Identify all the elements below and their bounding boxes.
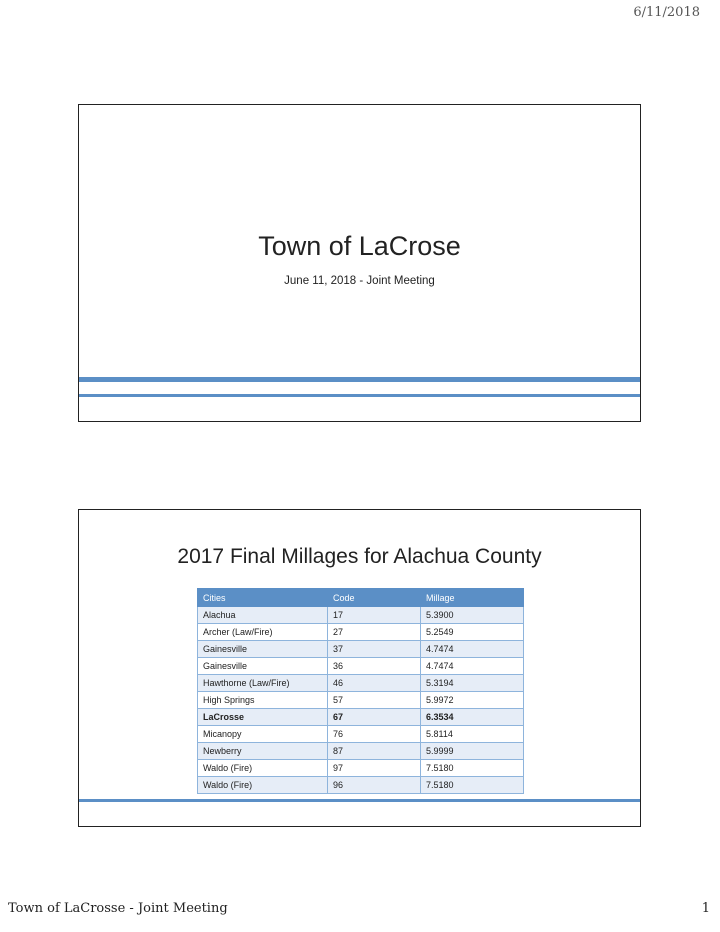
cell-code: 46 [328, 675, 421, 692]
cell-code: 67 [328, 709, 421, 726]
cell-city: Archer (Law/Fire) [198, 624, 328, 641]
table-row [198, 709, 524, 726]
cell-millage: 5.3900 [421, 607, 524, 624]
cell-millage: 5.2549 [421, 624, 524, 641]
cell-millage: 6.3534 [421, 709, 524, 726]
cell-code: 96 [328, 777, 421, 794]
cell-code: 36 [328, 658, 421, 675]
table-row [198, 743, 524, 760]
cell-code: 57 [328, 692, 421, 709]
cell-millage: 5.9972 [421, 692, 524, 709]
cell-city: Waldo (Fire) [198, 777, 328, 794]
accent-band-thick [79, 377, 640, 382]
cell-millage: 7.5180 [421, 760, 524, 777]
slide-title [78, 104, 641, 422]
cell-city: Gainesville [198, 641, 328, 658]
cell-city: Micanopy [198, 726, 328, 743]
cell-city: Alachua [198, 607, 328, 624]
table-header-row [198, 589, 524, 607]
footer-text: Town of LaCrosse - Joint Meeting [8, 901, 228, 916]
cell-millage: 5.9999 [421, 743, 524, 760]
cell-code: 97 [328, 760, 421, 777]
cell-city: Gainesville [198, 658, 328, 675]
cell-code: 27 [328, 624, 421, 641]
column-header-millage: Millage [421, 589, 524, 607]
cell-code: 37 [328, 641, 421, 658]
table-row [198, 624, 524, 641]
cell-city: High Springs [198, 692, 328, 709]
table-row [198, 692, 524, 709]
page-date: 6/11/2018 [633, 5, 700, 20]
cell-city: Hawthorne (Law/Fire) [198, 675, 328, 692]
table-row [198, 760, 524, 777]
slide-millages [78, 509, 641, 827]
page-number: 1 [701, 901, 710, 916]
table-row [198, 658, 524, 675]
cell-city: Waldo (Fire) [198, 760, 328, 777]
cell-millage: 5.3194 [421, 675, 524, 692]
table-row [198, 675, 524, 692]
table-row [198, 777, 524, 794]
table-row [198, 726, 524, 743]
column-header-cities: Cities [198, 589, 328, 607]
column-header-code: Code [328, 589, 421, 607]
cell-millage: 4.7474 [421, 641, 524, 658]
cell-millage: 5.8114 [421, 726, 524, 743]
millage-table [197, 588, 524, 794]
table-row [198, 607, 524, 624]
accent-band-bottom [79, 799, 640, 802]
slide-title-heading: Town of LaCrose [258, 231, 461, 261]
accent-band-thin [79, 394, 640, 397]
cell-millage: 4.7474 [421, 658, 524, 675]
cell-code: 87 [328, 743, 421, 760]
cell-code: 17 [328, 607, 421, 624]
table-row [198, 641, 524, 658]
cell-city: LaCrosse [198, 709, 328, 726]
slide-subtitle: June 11, 2018 - Joint Meeting [284, 275, 435, 287]
cell-code: 76 [328, 726, 421, 743]
cell-city: Newberry [198, 743, 328, 760]
cell-millage: 7.5180 [421, 777, 524, 794]
slide-millages-heading: 2017 Final Millages for Alachua County [177, 545, 542, 568]
